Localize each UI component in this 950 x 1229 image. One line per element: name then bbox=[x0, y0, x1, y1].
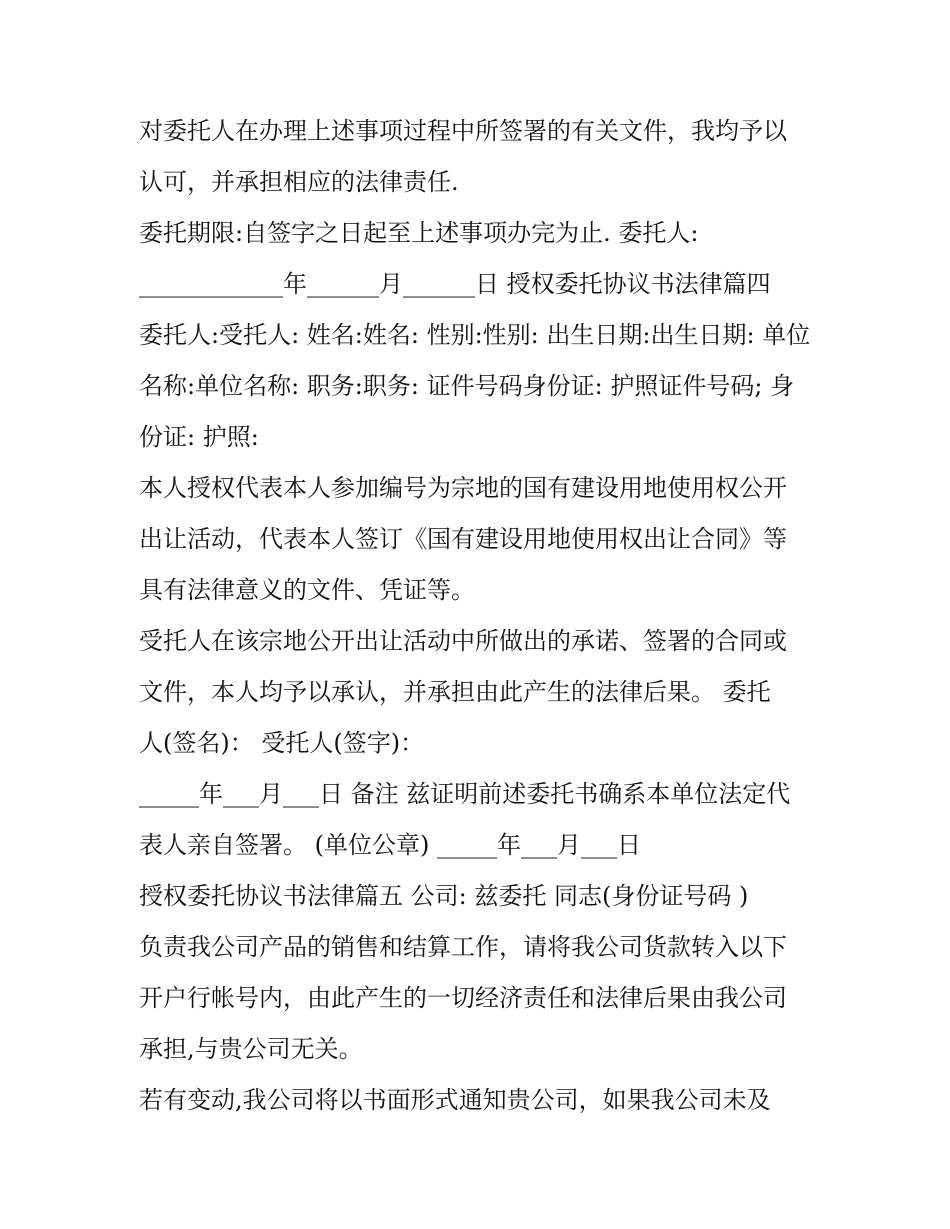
text-line-4: ____________年______月______日 授权委托协议书法律篇四 bbox=[139, 270, 771, 298]
text-line-17: 负责我公司产品的销售和结算工作，请将我公司货款转入以下 bbox=[139, 933, 787, 961]
text-line-1: 对委托人在办理上述事项过程中所签署的有关文件，我均予以 bbox=[139, 117, 787, 145]
text-line-15: 表人亲自签署。 (单位公章) _____年___月___日 bbox=[139, 831, 641, 859]
text-line-12: 文件，本人均予以承认，并承担由此产生的法律后果。 委托 bbox=[139, 678, 771, 706]
text-line-10: 具有法律意义的文件、凭证等。 bbox=[139, 576, 475, 604]
text-line-6: 名称:单位名称: 职务:职务: 证件号码身份证: 护照证件号码; 身 bbox=[139, 372, 795, 400]
text-line-2: 认可，并承担相应的法律责任. bbox=[139, 168, 459, 196]
text-line-11: 受托人在该宗地公开出让活动中所做出的承诺、签署的合同或 bbox=[139, 627, 787, 655]
text-line-8: 本人授权代表本人参加编号为宗地的国有建设用地使用权公开 bbox=[139, 474, 787, 502]
text-line-5: 委托人:受托人: 姓名:姓名: 性别:性别: 出生日期:出生日期: 单位 bbox=[139, 321, 811, 349]
text-line-3: 委托期限:自签字之日起至上述事项办完为止. 委托人: bbox=[139, 219, 699, 247]
text-line-16: 授权委托协议书法律篇五 公司: 兹委托 同志(身份证号码 ) bbox=[139, 882, 749, 910]
text-line-18: 开户行帐号内，由此产生的一切经济责任和法律后果由我公司 bbox=[139, 984, 787, 1012]
text-line-20: 若有变动,我公司将以书面形式通知贵公司，如果我公司未及 bbox=[139, 1086, 771, 1114]
text-line-9: 出让活动，代表本人签订《国有建设用地使用权出让合同》等 bbox=[139, 525, 787, 553]
text-line-14: _____年___月___日 备注 兹证明前述委托书确系本单位法定代 bbox=[139, 780, 791, 808]
text-line-19: 承担,与贵公司无关。 bbox=[139, 1035, 363, 1063]
text-line-13: 人(签名)： 受托人(签字)： bbox=[139, 729, 425, 757]
text-line-7: 份证: 护照: bbox=[139, 423, 259, 451]
document-body bbox=[139, 106, 819, 1126]
